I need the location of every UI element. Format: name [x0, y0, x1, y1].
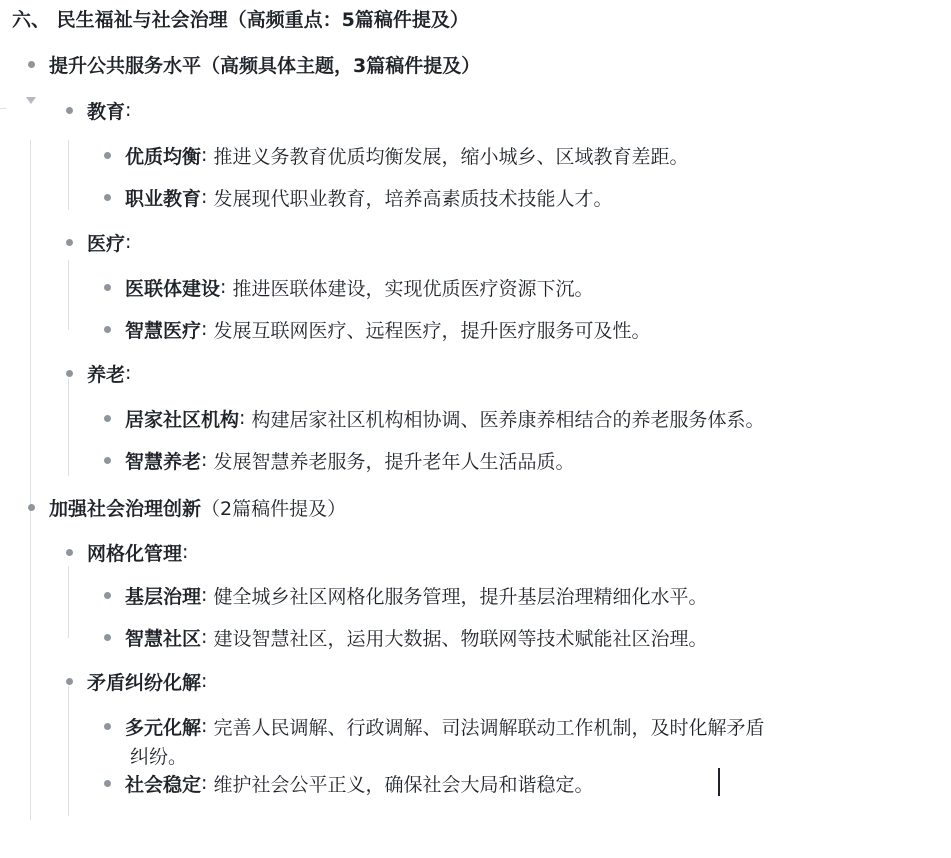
bullet-icon [28, 504, 35, 511]
list-item[interactable]: 智慧社区 : 建设智慧社区，运用大数据、物联网等技术赋能社区治理。 [104, 620, 707, 654]
group-row[interactable]: 养老 : [66, 356, 131, 390]
bullet-icon [104, 415, 111, 422]
topic-note: （2篇稿件提及） [201, 497, 347, 520]
item-key: 多元化解 [125, 716, 202, 739]
topic-row[interactable] [28, 47, 480, 81]
item-text: 健全城乡社区网格化服务管理，提升基层治理精细化水平。 [213, 585, 708, 608]
indent-guide [30, 140, 31, 820]
group-row[interactable]: 教育 : [66, 93, 131, 127]
list-item[interactable]: 多元化解 : 完善人民调解、行政调解、司法调解联动工作机制，及时化解矛盾 [104, 709, 764, 743]
topic-title: 提升公共服务水平 [49, 54, 202, 77]
item-key: 优质均衡 [125, 145, 202, 168]
group-row[interactable]: 矛盾纠纷化解 : [66, 664, 207, 698]
bullet-icon [104, 194, 111, 201]
topic-title: 加强社会治理创新 [49, 497, 202, 520]
bullet-icon [104, 326, 111, 333]
item-key: 智慧养老 [125, 450, 202, 473]
item-key: 医联体建设 [125, 277, 221, 300]
group-name: 矛盾纠纷化解 [87, 671, 202, 694]
list-item[interactable]: 居家社区机构 : 构建居家社区机构相协调、医养康养相结合的养老服务体系。 [104, 401, 764, 435]
group-row[interactable]: 医疗 : [66, 225, 131, 259]
group-name: 网格化管理 [87, 542, 183, 565]
item-key: 智慧医疗 [125, 319, 202, 342]
indent-guide [68, 686, 69, 816]
bullet-icon [104, 152, 111, 159]
indent-guide [68, 260, 69, 330]
indent-tick [0, 108, 6, 109]
bullet-icon [66, 678, 73, 685]
bullet-icon [66, 107, 73, 114]
item-key: 智慧社区 [125, 627, 202, 650]
item-key: 居家社区机构 [125, 408, 240, 431]
indent-guide [68, 140, 69, 210]
item-text: 发展现代职业教育，培养高素质技术技能人才。 [213, 187, 613, 210]
text-cursor [718, 768, 720, 796]
item-text: 完善人民调解、行政调解、司法调解联动工作机制，及时化解矛盾 [213, 716, 765, 739]
section-note: （高频重点：5篇稿件提及） [227, 9, 469, 31]
item-text: 推进医联体建设，实现优质医疗资源下沉。 [232, 277, 594, 300]
bullet-icon [66, 370, 73, 377]
group-row[interactable]: 网格化管理 : [66, 535, 188, 569]
item-text: 建设智慧社区，运用大数据、物联网等技术赋能社区治理。 [213, 627, 708, 650]
list-item[interactable]: 智慧养老 : 发展智慧养老服务，提升老年人生活品质。 [104, 443, 574, 477]
list-item[interactable]: 社会稳定 : 维护社会公平正义，确保社会大局和谐稳定。 [104, 766, 593, 800]
indent-guide [68, 378, 69, 476]
item-text: 发展互联网医疗、远程医疗，提升医疗服务可及性。 [213, 319, 651, 342]
item-text: 构建居家社区机构相协调、医养康养相结合的养老服务体系。 [251, 408, 765, 431]
list-item[interactable]: 优质均衡 : 推进义务教育优质均衡发展，缩小城乡、区域教育差距。 [104, 138, 688, 172]
topic-row[interactable] [28, 490, 346, 524]
bullet-icon [104, 284, 111, 291]
group-name: 医疗 [87, 232, 126, 255]
item-text-continuation: 纠纷。 [130, 746, 188, 768]
bullet-icon [66, 239, 73, 246]
bullet-icon [104, 634, 111, 641]
bullet-icon [104, 780, 111, 787]
bullet-icon [66, 549, 73, 556]
topic-note: （高频具体主题，3篇稿件提及） [201, 54, 481, 77]
list-item[interactable]: 职业教育 : 发展现代职业教育，培养高素质技术技能人才。 [104, 180, 612, 214]
item-key: 职业教育 [125, 187, 202, 210]
item-text: 推进义务教育优质均衡发展，缩小城乡、区域教育差距。 [213, 145, 689, 168]
section-heading [12, 6, 469, 34]
list-item[interactable]: 基层治理 : 健全城乡社区网格化服务管理，提升基层治理精细化水平。 [104, 578, 707, 612]
section-title: 六、 民生福祉与社会治理 [12, 9, 228, 31]
item-key: 基层治理 [125, 585, 202, 608]
item-text: 发展智慧养老服务，提升老年人生活品质。 [213, 450, 575, 473]
group-name: 教育 [87, 100, 126, 123]
list-item[interactable]: 医联体建设 : 推进医联体建设，实现优质医疗资源下沉。 [104, 270, 593, 304]
bullet-icon [104, 592, 111, 599]
list-item[interactable]: 智慧医疗 : 发展互联网医疗、远程医疗，提升医疗服务可及性。 [104, 312, 650, 346]
group-name: 养老 [87, 363, 126, 386]
bullet-icon [104, 457, 111, 464]
item-text: 维护社会公平正义，确保社会大局和谐稳定。 [213, 773, 594, 796]
bullet-icon [104, 723, 111, 730]
item-key: 社会稳定 [125, 773, 202, 796]
bullet-icon [28, 61, 35, 68]
collapse-caret-icon[interactable] [26, 97, 36, 104]
indent-guide [68, 566, 69, 638]
